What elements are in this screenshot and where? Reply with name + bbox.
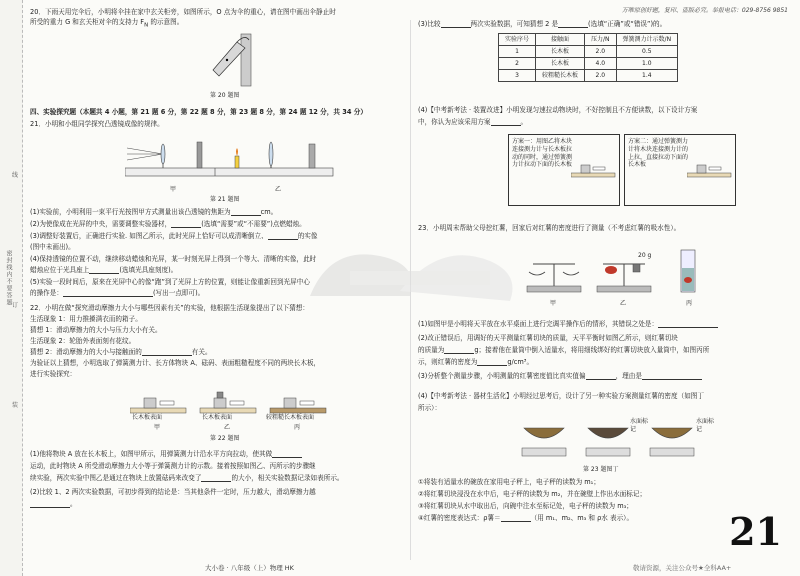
table-header-row (499, 34, 678, 46)
q22-s1a-text: (1)他将物块 A 放在长木板上，如图甲所示，用弹簧测力计沿水平方向拉动，使其做 (30, 450, 273, 458)
q22-guess2-end: 有关。 (191, 348, 212, 356)
q23-s2c-blank[interactable] (477, 358, 507, 366)
q22-caption: 第 22 题图 (210, 435, 240, 442)
q21-s1-text: (1)实验前，小明利用一束平行光按图甲方式测量出该凸透镜的焦距为 (30, 208, 231, 216)
table-cell: 1.0 (616, 58, 678, 70)
q21-fig-jia (125, 134, 215, 184)
q21-s2-blank[interactable] (171, 220, 201, 228)
q20-stem2-end: 的示意图。 (148, 18, 184, 26)
table-cell: 1 (499, 46, 536, 58)
binding-margin (0, 0, 23, 576)
q21-s2 (30, 220, 306, 228)
table-cell: 2.0 (585, 46, 617, 58)
q22-s3-end: (选填“正确”或“错误”)的。 (588, 20, 667, 28)
q22-s4b-end: 。 (520, 118, 528, 126)
table-row (499, 70, 678, 82)
table-cell: 2 (499, 58, 536, 70)
footer-left: 大小卷 · 八年级（上）物理 HK (205, 563, 294, 572)
table-header: 压力/N (585, 34, 617, 46)
q22-s4b-text: 中，你认为应该采用方案 (418, 118, 491, 126)
plan-one-box (508, 134, 620, 206)
plan-two-text: 方案二：通过弹簧测力计将木块连接测力计的上拉，直接拉动下面的长木板 (628, 138, 689, 169)
q20-stem2-sub: N (144, 22, 149, 29)
q23-step2: ②将红薯切块浸没在水中后，电子秤的读数为 m₂，并在碗壁上作出水面标记； (418, 490, 647, 498)
plan-one-text: 方案一：用图乙将木块连接测力计与长木板拉动的同时，通过弹簧测力计拉动下面的长木板 (512, 138, 573, 169)
q21-s1 (30, 208, 277, 216)
q23-caption: 第 23 题图丁 (583, 466, 619, 473)
table-cell: 4.0 (585, 58, 617, 70)
q20-umbrella-figure (205, 30, 255, 88)
q21-s5-blank[interactable] (63, 289, 153, 297)
margin-tick-zhuang: 装 (12, 402, 19, 409)
q22-board3: 较粗糙长木板表面 (266, 414, 315, 421)
q21-s3 (30, 232, 318, 240)
q21-label-yi: 乙 (275, 186, 282, 193)
q23-s2a: (2)改正错误后，用调好的天平测量红薯切块的质量，天平平衡时如图乙所示，则红薯切块 (418, 334, 678, 342)
q22-s4a: (4)【中考新考法 · 装置改进】小明发现匀速拉动物块时，不好控制且不方便读数，以下设计方案 (418, 106, 698, 114)
q22-stem1: 22．小明在做“探究滑动摩擦力大小与哪些因素有关”的实验，他根据生活现象提出了以下猜想： (30, 304, 309, 312)
q22-data-table (498, 33, 678, 82)
q21-s4b-text: 蜡烛应位于光具座上 (30, 266, 90, 274)
q22-s1c-text: 续实验，两次实验中图乙是通过在物块上放置砝码来改变了 (30, 474, 202, 482)
q23-ding-figure (518, 418, 708, 464)
q22-stem2: 为验证以上猜想，小明选取了弹簧测力计、长方体物块 A、砝码、表面粗糙程度不同的两块长木板， (30, 359, 321, 367)
q20-stem-line2 (30, 18, 183, 29)
plan-two-box (624, 134, 736, 206)
q21-s5: (5)实验一段时间后，原来在光屏中心的像“跑”到了光屏上方的位置，则能让像重新回到光屏中心 (30, 278, 310, 286)
q22-s2b-text: 。 (70, 500, 77, 508)
q23-s3 (418, 372, 702, 380)
q23-step3: ③将红薯切块从水中取出后，向碗中注水至标记处，电子秤的读数为 m₃； (418, 502, 633, 510)
table-row (499, 46, 678, 58)
q23-s4a: (4)【中考新考法 · 器材生活化】小明经过思考后，设计了另一种实验方案测量红薯的密度（如图丁 (418, 392, 704, 400)
q23-step4-blank[interactable] (501, 514, 531, 522)
table-row (499, 58, 678, 70)
q23-s2b (418, 346, 709, 354)
q22-label-bing: 丙 (294, 424, 301, 431)
q23-s2b-text: 的质量为 (418, 346, 445, 354)
plan-two-diagram (687, 159, 733, 181)
q23-step4 (418, 514, 633, 522)
q22-s1-blank[interactable] (272, 450, 302, 458)
q23-label-yi: 乙 (620, 300, 627, 307)
q21-s1-end: cm。 (260, 208, 278, 216)
q22-s3-blank2[interactable] (558, 20, 588, 28)
q21-fig-yi (215, 134, 335, 184)
q23-s3-text: (3)分析整个测量步骤，小明测量的红薯密度值比真实值偏 (418, 372, 586, 380)
table-cell: 长木板 (536, 46, 585, 58)
q22-stem3: 进行实验探究： (30, 370, 77, 378)
page-number: 21 (729, 509, 782, 554)
q23-s4b: 所示）： (418, 404, 442, 412)
q21-s3-end: 的实像 (297, 232, 318, 240)
header-note: 万唯原创好题，复印、盗版必究。举报电话：029-8756 9851 (621, 7, 788, 14)
margin-tick-line: 线 (12, 172, 19, 179)
q22-life1: 生活现象 1：用力推搡满衣而的箱子。 (30, 315, 142, 323)
q22-s1c-blank[interactable] (201, 474, 231, 482)
q22-s3-mid: 两次实验数据，可知猜想 2 是 (470, 20, 559, 28)
q23-s2b-mid: g；接着他在量筒中倒入适量水，将用细线绑好的红薯切块放入量筒中，如图丙所 (474, 346, 710, 354)
q23-s2b-blank[interactable] (444, 346, 474, 354)
q21-s3-text: (3)调整好装置后，正确进行实验. 如图乙所示，此时光屏上恰好可以成清晰倒立、 (30, 232, 268, 240)
q22-label-yi: 乙 (224, 424, 231, 431)
q23-step1: ①将装有适量水的碗放在家用电子秤上，电子秤的读数为 m₁； (418, 478, 600, 486)
q22-guess2-blank[interactable] (142, 348, 192, 356)
q22-life2: 生活现象 2：轮胎外表面刻有花纹。 (30, 337, 136, 345)
q23-water-mark-1: 水面标记 (630, 418, 649, 433)
q21-s2-end: (选填“需要”或“不需要”)点燃蜡烛。 (201, 220, 306, 228)
table-cell: 3 (499, 70, 536, 82)
q23-s2c-text: 示，则红薯的密度为 (418, 358, 478, 366)
q22-s1c (30, 474, 344, 482)
q23-stem: 23．小明周末帮助父母挖红薯，回家后对红薯的密度进行了测量（不考虑红薯的吸水性）。 (418, 224, 681, 232)
q21-stem: 21．小明和小组同学探究凸透镜成像的规律。 (30, 120, 164, 128)
q21-s1-blank[interactable] (231, 208, 261, 216)
q21-label-jia: 甲 (170, 186, 177, 193)
table-header: 弹簧测力计示数/N (616, 34, 678, 46)
seal-line-label: 密封线内不要答题 (5, 250, 12, 306)
q23-s2c (418, 358, 533, 366)
table-cell: 1.4 (616, 70, 678, 82)
q23-step4-end: （用 m₁、m₂、m₃ 和 ρ水 表示）。 (530, 514, 634, 522)
q23-s3-blank[interactable] (586, 372, 616, 380)
q23-label-bing: 丙 (686, 300, 693, 307)
q23-step4-text: ④红薯的密度表达式：ρ薯＝ (418, 514, 501, 522)
footer-right: 敬请资源，关注公众号★全科AA+ (633, 563, 732, 572)
q22-s3-text: (3)比较 (418, 20, 441, 28)
q20-stem2-text: 所受的重力 G 和玄关柜对伞的支持力 F (30, 18, 145, 26)
q22-s1c-end: 的大小，相关实验数据记录如表所示。 (231, 474, 344, 482)
q23-s1-blank[interactable] (658, 320, 718, 328)
q22-board1: 长木板表面 (132, 414, 163, 421)
q22-board2: 长木板表面 (202, 414, 233, 421)
q21-s5b-text: 的操作是： (30, 289, 63, 297)
table-cell: 0.5 (616, 46, 678, 58)
q23-s1-text: (1)如图甲是小明将天平放在水平桌面上进行完调平操作后的情形，其错误之处是： (418, 320, 659, 328)
q21-caption: 第 21 题图 (210, 196, 240, 203)
q21-s4: (4)保持透镜的位置不动，继续移动蜡烛和光屏，某一时刻光屏上得到一个等大、清晰的实像，此时 (30, 255, 317, 263)
q21-s3b: (图中未画出)。 (30, 243, 75, 251)
table-header: 实验序号 (499, 34, 536, 46)
q22-s2-blank[interactable] (30, 500, 70, 508)
margin-tick-ding: 订 (12, 302, 19, 309)
table-cell: 长木板 (536, 58, 585, 70)
q23-s1 (418, 320, 718, 328)
q23-label-jia: 甲 (550, 300, 557, 307)
q22-guess1: 猜想 1：滑动摩擦力的大小与压力大小有关。 (30, 326, 162, 334)
q22-s1b: 运动，此时物块 A 所受滑动摩擦力大小等于弹簧测力计的示数。接着按照如图乙、丙所示的步骤继 (30, 462, 316, 470)
q23-s2c-end: g/cm³。 (507, 358, 534, 366)
q23-weight-label: 20 g (638, 252, 652, 259)
table-header: 接触面 (536, 34, 585, 46)
q22-s4-blank[interactable] (491, 118, 521, 126)
plan-one-diagram (571, 159, 617, 181)
q22-label-jia: 甲 (154, 424, 161, 431)
q21-s5b (30, 289, 204, 297)
q20-caption: 第 20 题图 (210, 92, 240, 99)
q22-s3-blank[interactable] (441, 20, 471, 28)
q22-s4b (418, 118, 527, 126)
watermark-logo (290, 236, 550, 316)
q22-s2a: (2)比较 1、2 两次实验数据，可初步得到的结论是：当其他条件一定时，压力越大，滑动摩擦力越 (30, 488, 316, 496)
q21-s2-text: (2)为使像成在光屏的中央，需要调整实验器材， (30, 220, 172, 228)
table-cell: 2.0 (585, 70, 617, 82)
q22-s1a (30, 450, 302, 458)
q23-figures (523, 246, 723, 298)
q21-s4-blank[interactable] (89, 266, 119, 274)
q20-stem-line1: 20．下雨天用完伞后，小明将伞挂在家中玄关柜旁，如图所示，O 点为伞的重心，请在图中画出伞静止时 (30, 8, 336, 16)
q22-s3 (418, 20, 666, 28)
q22-guess2-text: 猜想 2：滑动摩擦力的大小与接触面的 (30, 348, 142, 356)
table-cell: 较粗糙长木板 (536, 70, 585, 82)
q23-s3-blank2[interactable] (642, 372, 702, 380)
q23-water-mark-2: 水面标记 (696, 418, 715, 433)
q21-s4b (30, 266, 177, 274)
q22-guess2 (30, 348, 212, 356)
q21-s4b-end: (选填光具座刻度)。 (119, 266, 178, 274)
q21-s5b-end: (写出一点即可)。 (152, 289, 205, 297)
section4-title: 四、实验探究题（本题共 4 小题，第 21 题 6 分，第 22 题 8 分，第 23 题 8 分，第 24 题 12 分，共 34 分） (30, 108, 367, 116)
q22-s2b (30, 500, 77, 508)
q23-s3-mid: ，理由是 (615, 372, 642, 380)
